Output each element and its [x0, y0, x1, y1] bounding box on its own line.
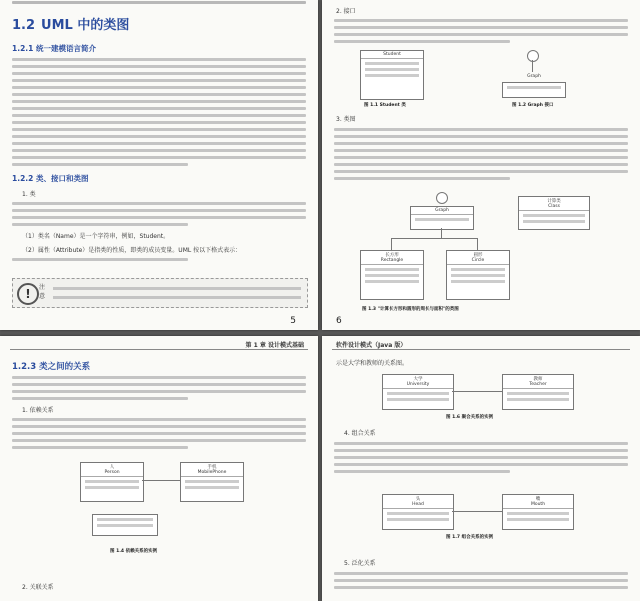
item-heading: 4. 组合关系 — [344, 430, 376, 437]
class-name: Graph — [411, 207, 473, 215]
running-header: 软件设计模式（Java 版） — [336, 342, 407, 349]
section-heading — [12, 14, 318, 33]
mobile-class-box — [180, 462, 244, 502]
paragraph — [334, 568, 628, 593]
item-heading: 3. 类图 — [336, 116, 356, 123]
page-bottom-left — [0, 336, 318, 601]
paragraph — [12, 202, 306, 226]
subsection-heading-1: 1.2.1 统一建模语言简介 — [12, 44, 96, 53]
rectangle-class-box — [360, 250, 424, 300]
graph-interface-box — [502, 82, 566, 98]
page-number: 5 — [290, 316, 296, 326]
class-name: 长方形 Rectangle — [361, 251, 423, 265]
interface-circle — [436, 192, 448, 204]
person-class-box — [80, 462, 144, 502]
paragraph — [12, 58, 306, 166]
paragraph-line: 示是大学和教师的关系图。 — [336, 360, 409, 367]
item-heading: 1. 依赖关系 — [22, 407, 54, 414]
page-top-overflow-text — [12, 0, 306, 5]
student-class-box — [360, 50, 424, 100]
list-item-1: （1）类名（Name）是一个字符串，例如，Student。 — [22, 233, 170, 240]
figure-caption: 图 1.2 Graph 接口 — [512, 103, 554, 108]
interface-circle — [527, 50, 539, 62]
class-name: 教师 Teacher — [503, 375, 573, 389]
paragraph — [12, 376, 306, 400]
class-name: 嘴 Mouth — [503, 495, 573, 509]
figure-caption: 图 1.3 "计算长方形和圆形的周长与面积"的类图 — [362, 307, 459, 312]
paragraph — [334, 19, 628, 43]
section-number: 1.2 — [12, 18, 36, 33]
calc-class-box — [518, 196, 590, 230]
class-name: 头 Head — [383, 495, 453, 509]
item-heading: 5. 泛化关系 — [344, 560, 376, 567]
paragraph — [12, 418, 306, 449]
paragraph — [334, 124, 628, 184]
item-heading: 2. 接口 — [336, 8, 356, 15]
item-heading: 2. 关联关系 — [22, 584, 54, 591]
section-heading: 1.2.3 类之间的关系 — [12, 362, 91, 372]
page-top-right — [322, 0, 640, 330]
note-icon: ! — [17, 283, 39, 305]
class-name: 计算类 Class — [519, 197, 589, 211]
figure-caption: 图 1.7 组合关系的实例 — [446, 535, 494, 540]
class-name: Student — [361, 51, 423, 59]
circle-class-box — [446, 250, 510, 300]
list-item-2: （2）属性（Attribute）是指类的性质，即类的成员变量。UML 按以下格式表示： — [22, 247, 242, 254]
page-number: 6 — [336, 316, 342, 326]
teacher-class-box — [502, 374, 574, 410]
note-label: 注 意 — [39, 284, 46, 300]
code-note-box — [92, 514, 158, 536]
subsection-heading-2: 1.2.2 类、接口和类图 — [12, 174, 89, 183]
page-top-left — [0, 0, 318, 330]
figure-caption: 图 1.6 聚合关系的实例 — [446, 415, 494, 420]
running-header: 第 1 章 设计模式基础 — [245, 342, 304, 349]
class-name: 圆形 Circle — [447, 251, 509, 265]
interface-name: Graph — [527, 74, 541, 79]
paragraph — [334, 438, 628, 477]
mouth-class-box — [502, 494, 574, 530]
class-name: 手机 MobilePhone — [181, 463, 243, 477]
section-title: UML 中的类图 — [41, 18, 130, 33]
head-class-box — [382, 494, 454, 530]
class-name: 人 Person — [81, 463, 143, 477]
figure-caption: 图 1.4 依赖关系的实例 — [110, 549, 158, 554]
graph-interface-box — [410, 206, 474, 230]
item-heading: 1. 类 — [22, 191, 36, 198]
university-class-box — [382, 374, 454, 410]
figure-caption: 图 1.1 Student 类 — [364, 103, 406, 108]
note-box — [12, 278, 308, 308]
paragraph — [12, 258, 306, 261]
page-bottom-right — [322, 336, 640, 601]
class-name: 大学 University — [383, 375, 453, 389]
